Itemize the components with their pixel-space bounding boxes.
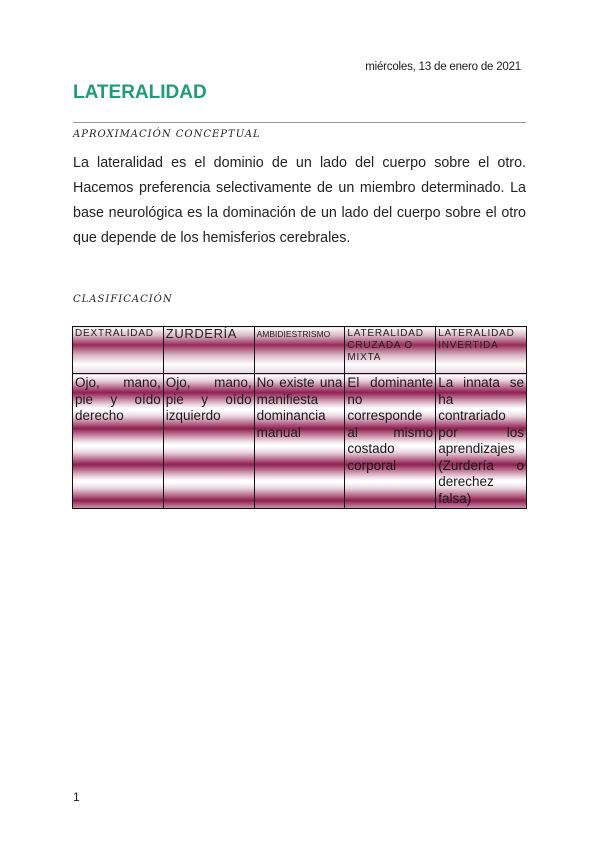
classification-table xyxy=(72,326,527,509)
header-lateralidad-cruzada: LATERALIDAD CRUZADA O MIXTA xyxy=(345,327,436,374)
concept-heading: APROXIMACIÓN CONCEPTUAL xyxy=(73,129,261,140)
table-header-row xyxy=(73,327,527,374)
cell-lateralidad-invertida: La innata se ha contrariado por los aprendizajes (Zurdería o derechez falsa) xyxy=(436,374,527,509)
date-header: miércoles, 13 de enero de 2021 xyxy=(365,61,521,73)
page-title: LATERALIDAD xyxy=(73,82,207,103)
header-dextralidad: DEXTRALIDAD xyxy=(73,327,164,374)
classification-heading: CLASIFICACIÓN xyxy=(73,294,173,305)
title-divider xyxy=(73,122,526,123)
table-row xyxy=(73,374,527,509)
cell-zurderia: Ojo, mano, pie y oído izquierdo xyxy=(163,374,254,509)
page-number: 1 xyxy=(73,790,80,804)
cell-dextralidad: Ojo, mano, pie y oído derecho xyxy=(73,374,164,509)
header-ambidiestrismo: AMBIDIESTRISMO xyxy=(254,327,345,374)
concept-paragraph: La lateralidad es el dominio de un lado del cuerpo sobre el otro. Hacemos preferencia selectivamente de un miembro determinado. La base neurológica es la dominación de un lado del cuerpo sobre el otro que depende de los hemisferios cerebrales. xyxy=(73,155,526,246)
header-zurderia: ZURDERÍA xyxy=(163,327,254,374)
cell-ambidiestrismo: No existe una manifiesta dominancia manual xyxy=(254,374,345,509)
header-lateralidad-invertida: LATERALIDAD INVERTIDA xyxy=(436,327,527,374)
cell-lateralidad-cruzada: El dominante no corresponde al mismo costado corporal xyxy=(345,374,436,509)
